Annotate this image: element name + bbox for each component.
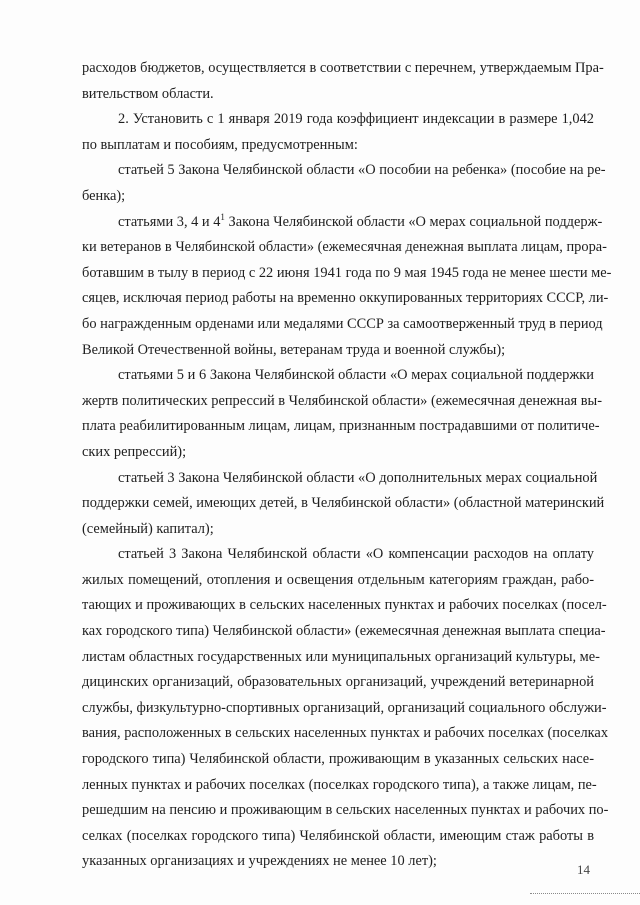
- text-line: ботавшим в тылу в период с 22 июня 1941 года по 9 мая 1945 года не менее шести ме-: [82, 264, 612, 281]
- text-line: ках городского типа) Челябинской области» (ежемесячная денежная выплата специа-: [82, 623, 606, 640]
- text-line: вительством области.: [82, 85, 214, 102]
- text-line: статьей 3 Закона Челябинской области «О дополнительных мерах социальной: [118, 469, 598, 486]
- text-fragment: статьями 3, 4 и 4: [118, 213, 221, 230]
- superscript: 1: [220, 211, 225, 222]
- text-line: тающих и проживающих в сельских населенных пунктах и рабочих поселках (посел-: [82, 597, 607, 614]
- text-line: по выплатам и пособиям, предусмотренным:: [82, 136, 358, 153]
- text-line: Великой Отечественной войны, ветеранам труда и военной службы);: [82, 341, 506, 358]
- text-line: поддержки семей, имеющих детей, в Челябинской области» (областной материнский: [82, 495, 605, 512]
- text-fragment: Закона Челябинской области «О мерах социальной поддерж-: [224, 213, 603, 230]
- document-body: [82, 56, 612, 875]
- footer-dotted-rule: [530, 893, 640, 894]
- text-line: расходов бюджетов, осуществляется в соответствии с перечнем, утверждаемым Пра-: [82, 60, 604, 76]
- text-line: жилых помещений, отопления и освещения отдельным категориям граждан, рабо-: [82, 571, 594, 588]
- text-line: статьями 5 и 6 Закона Челябинской области «О мерах социальной поддержки: [118, 367, 594, 384]
- text-line: (семейный) капитал);: [82, 520, 214, 537]
- text-line: бенка);: [82, 187, 126, 204]
- page-number: 14: [577, 862, 590, 877]
- text-line: указанных организациях и учреждениях не менее 10 лет);: [82, 853, 437, 870]
- text-line: селках (поселках городского типа) Челябинской области, имеющим стаж работы в: [82, 827, 594, 844]
- text-line: вания, расположенных в сельских населенных пунктах и рабочих поселках (поселках: [82, 725, 609, 742]
- text-line: [82, 210, 603, 236]
- text-line: сяцев, исключая период работы на временно оккупированных территориях СССР, ли-: [82, 290, 609, 307]
- text-line: листам областных государственных или муниципальных организаций культуры, ме-: [82, 648, 600, 665]
- text-line: службы, физкультурно-спортивных организаций, организаций социального обслужи-: [82, 699, 607, 716]
- text-line: плата реабилитированным лицам, лицам, признанным пострадавшими от политиче-: [82, 418, 600, 435]
- text-line: статьей 3 Закона Челябинской области «О компенсации расходов на оплату: [118, 546, 594, 563]
- text-line: ленных пунктах и рабочих поселках (поселках городского типа), а также лицам, пе-: [82, 776, 597, 793]
- text-line: ки ветеранов в Челябинской области» (ежемесячная денежная выплата лицам, прора-: [82, 239, 607, 256]
- text-line: 2. Установить с 1 января 2019 года коэффициент индексации в размере 1,042: [118, 111, 594, 128]
- text-line: городского типа) Челябинской области, проживающим в указанных сельских насе-: [82, 751, 594, 768]
- text-line: решедшим на пенсию и проживающим в сельских населенных пунктах и рабочих по-: [82, 802, 609, 819]
- text-line: ских репрессий);: [82, 443, 187, 460]
- text-line: жертв политических репрессий в Челябинской области» (ежемесячная денежная вы-: [82, 392, 602, 409]
- text-line: дицинских организаций, образовательных организаций, учреждений ветеринарной: [82, 674, 594, 691]
- text-line: бо награжденным орденами или медалями СССР за самоотверженный труд в период: [82, 315, 603, 332]
- text-line: статьей 5 Закона Челябинской области «О пособии на ребенка» (пособие на ре-: [118, 162, 606, 179]
